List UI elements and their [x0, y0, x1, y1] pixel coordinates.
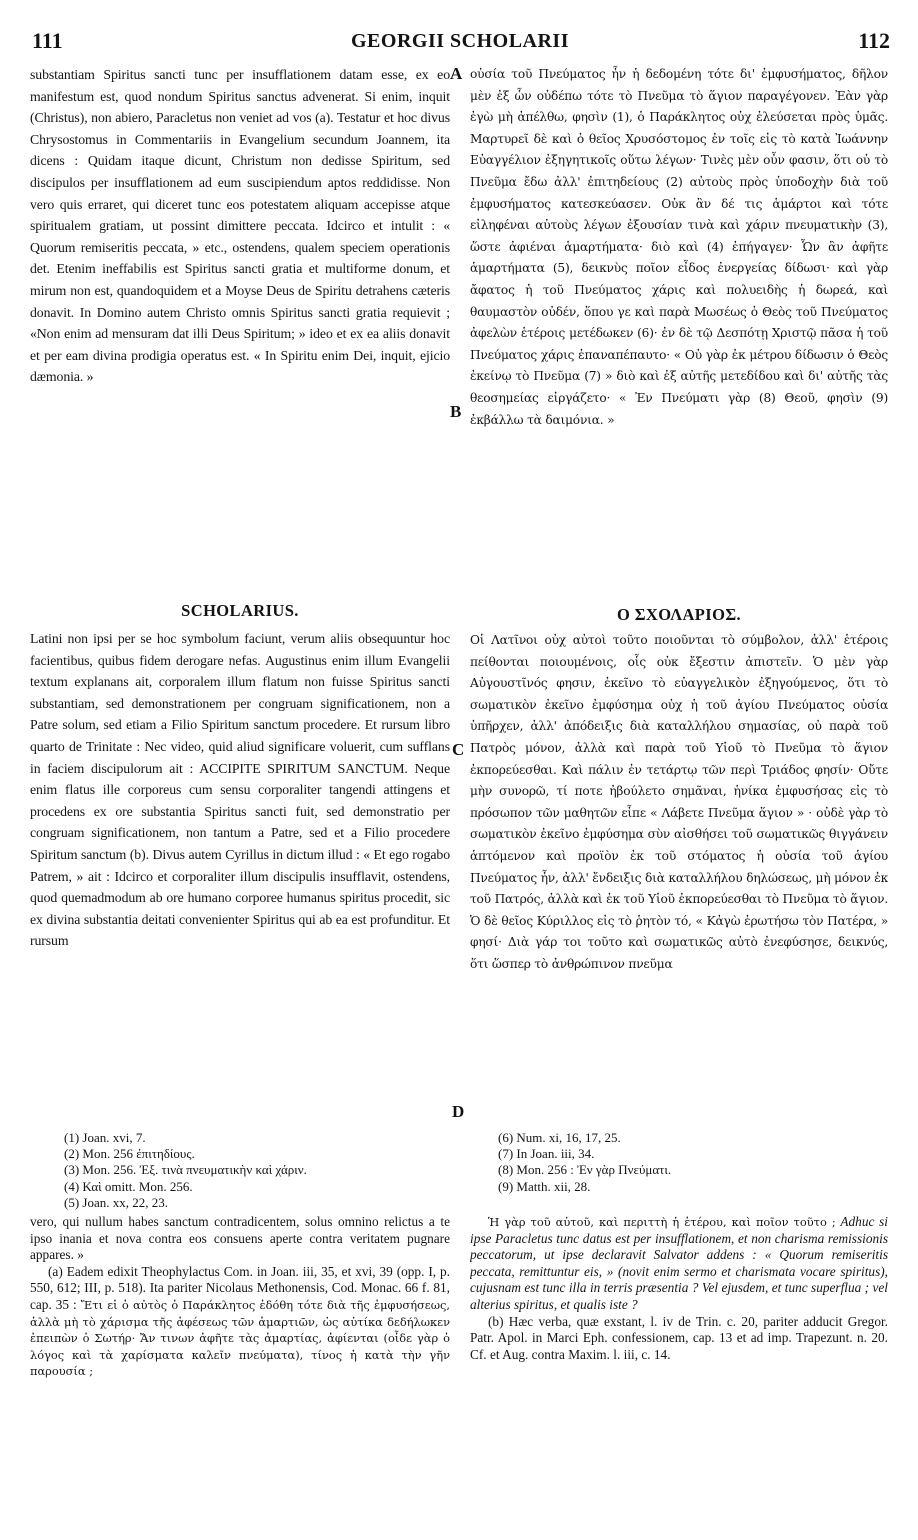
footnote-9: (9) Matth. xii, 28. — [498, 1178, 591, 1194]
notes-left — [30, 1214, 450, 1514]
greek-column-bottom — [470, 630, 888, 1126]
footnote-6: (6) Num. xi, 16, 17, 25. — [498, 1130, 621, 1145]
greek-column-top — [470, 64, 888, 612]
latin-column-bottom — [30, 628, 450, 1126]
page-number-left: 111 — [32, 28, 63, 53]
footnote-5: (5) Joan. xx, 22, 23. — [64, 1194, 168, 1210]
note-a-greek: Ἔτι εἰ ὁ αὐτὸς ὁ Παράκλητος ἐδόθη τότε διὰ τῆς ἐμφυσήσεως, ἀλλὰ μὴ τὸ χάρισμα τῆς ἀφέσεως τῶν ἁμαρτιῶν, ὡς αὐτίκα δεδήλωκεν ἐπειπὼν ὁ Σωτήρ· Ἄν τινων ἀφῆτε τὰς ἁμαρτίας, ἀφίενται (οἶδε γὰρ ὁ λόγος καὶ τὰ χαρίσματα καλεῖν πνεύματα), τίνος ἡ κατὰ τὴν γῆν παρουσία ; — [30, 1297, 450, 1379]
note-continuation: vero, qui nullum habes sanctum contradicentem, solus omnino relictus a te ipso inania et nova contra eos consuens aperte contra veritatem pugnare appares. » — [30, 1214, 450, 1263]
footnotes-right — [498, 1130, 671, 1195]
notes-right — [470, 1214, 888, 1444]
page-number-right: 112 — [858, 28, 890, 53]
note-greek-continuation: Ἡ γὰρ τοῦ αὐτοῦ, καὶ περιττὴ ἡ ἑτέρου, καὶ ποῖον τοῦτο ; — [488, 1215, 836, 1229]
page-header — [30, 28, 890, 58]
footnote-8: (8) Mon. 256 : Ἐν γὰρ Πνεύματι. — [498, 1162, 672, 1178]
note-latin-translation: Adhuc si ipse Paracletus tunc datus est per insufflationem, et non charisma remissionis peccatorum, ut ipse declaravit Salvator addens : « Quorum remiseritis peccata, remittuntur eis, » (novit enim sermo et charismata vocare spiritus), cujusnam est tunc illa in terris præsentia ? Vel ejusdem, et tunc superflua ; vel alterius spiritus, et qualis iste ? — [470, 1214, 888, 1312]
footnote-7: (7) In Joan. iii, 34. — [498, 1146, 595, 1162]
footnote-3: (3) Mon. 256. Ἐξ. τινὰ πνευματικὴν καὶ χάριν. — [64, 1162, 307, 1178]
greek-text-top: οὐσία τοῦ Πνεύματος ἦν ἡ δεδομένη τότε δι' ἐμφυσήματος, δῆλον μὲν ἐξ ὧν οὐδέπω τότε τὸ Πνεῦμα τὸ ἅγιον παραγέγονεν. Ἐὰν γὰρ ἐγὼ μὴ ἀπέλθω, φησὶν (1), ὁ Παράκλητος οὐχ ἐλεύσεται πρὸς ὑμᾶς. Μαρτυρεῖ δὲ καὶ ὁ θεῖος Χρυσόστομος ἐν τοῖς εἰς τὸ κατὰ Ἰωάννην Εὐαγγέλιον ἐξηγητικοῖς οὕτω λέγων· Τινὲς μὲν οὖν φασιν, ὅτι οὐ τὸ Πνεῦμα ἔδω ἀλλ' ἐπιτηδείους (2) αὐτοὺς πρὸς ὑποδοχὴν διὰ τοῦ ἐμφυσήματος κατεσκεύασεν. Οὐκ ἂν δέ τις ἁμάρτοι καὶ τότε εἰληφέναι αὐτοὺς λέγων ἐξουσίαν τινὰ καὶ χάριν πνευματικὴν (3), ὥστε ἀφιέναι ἁμαρτήματα· διὸ καὶ (4) ἐπήγαγεν· Ὧν ἂν ἀφῆτε ἁμαρτήματα (5), δεικνὺς ποῖον εἶδος ἐνεργείας δίδωσι· καὶ γὰρ ἄφατος ἡ τοῦ Πνεύματος χάρις καὶ πολυειδὴς ἡ δωρεά, καὶ θαυμαστὸν οὐδέν, ὅπου γε καὶ παρὰ Μωσέως ὁ Θεὸς τοῦ Πνεύματος ἀφελὼν ἑτέροις μετέδωκεν (6)· ἐν δὲ τῷ Δεσπότῃ Χριστῷ πᾶσα ἡ τοῦ Πνεύματος χάρις ἐπαναπέπαυτο· « Οὐ γὰρ ἐκ μέτρου δίδωσιν ὁ Θεὸς ἐκείνῳ τὸ Πνεῦμα (7) » διὸ καὶ ἐξ αὐτῆς μετεδίδου καὶ δι' αὐτῆς τὰς θεοσημείας εἰργάζετο· « Ἐν Πνεύματι γὰρ (8) Θεοῦ, φησὶν (9) ἐκβάλλω τὰ δαιμόνια. » — [470, 67, 888, 427]
footnote-1: (1) Joan. xvi, 7. — [64, 1130, 146, 1145]
note-a: (a) Eadem edixit Theophylactus Com. in Joan. iii, 35, et xvi, 39 (opp. I, p. 550, 612; III, p. 518). Ita pariter Nicolaus Methonensis, Cod. Monac. 66 f. 81, cap. 35 : — [30, 1263, 450, 1312]
latin-text-top: substantiam Spiritus sancti tunc per insufflationem datam esse, ex eo manifestum est, quod nondum Spiritus sanctus advenerat. Si enim, inquit (Christus), non abiero, Paracletus non veniet ad vos (a). Testatur et hoc divus Chrysostomus in Commentariis in Evangelium secundum Joannem, ita dicens : Quidam itaque dicunt, Christum non dedisse Spiritum, sed discipulos per insufflationem ad eum suscipiendum aptos reddidisse. Non vero quis erraret, qui diceret tunc eos potestatem aliquam accepisse atque spiritualem gratiam, ut possint dimittere peccata. Idcirco et intulit : « Quorum remiseritis peccata, » etc., ostendens, qualem speciem operationis det. Etenim ineffabilis est Spiritus sancti gratia et multiforme donum, et mirum non est, quandoquidem et a Moyse Deus de Spiritu detrahens cæteris donavit. In Domino autem Christo omnis Spiritus sancti gratia requievit ; «Non enim ad mensuram dat illi Deus Spiritum; » ideo et ex ea aliis donavit et per eam divina prodigia operatus est. « In Spiritu enim Dei, inquit, ejicio dæmonia. » — [30, 67, 450, 385]
margin-marker-b: B — [450, 402, 462, 421]
latin-text-bottom: Latini non ipsi per se hoc symbolum faciunt, verum aliis obsequuntur hoc facientibus, quibus fidem derogare nefas. Augustinus enim illum Evangelii textum explanans ait, corporalem illum flatum non fuisse Spiritus sancti substantiam, sed demonstrationem per congruam significationem, non a Patre solum, sed etiam a Filio Spiritum sanctum procedere. Et rursum libro quarto de Trinitate : Nec video, quid aliud significare voluerit, cum sufflans in faciem discipulorum ait : ACCIPITE SPIRITUM SANCTUM. Neque enim flatus ille corporeus cum sensu corporaliter tangendi attingens et procedens ex ore substantia Spiritus sancti fuit, sed demonstratio per congruam significationem, non tantum a Patre, sed et a Filio procedere Spiritum sanctum (b). Divus autem Cyrillus in dictum illud : « Et ego rogabo Patrem, » ait : Idcirco et corporaliter illum discipulis insufflavit, ostendens, quod quemadmodum ab ore humano corporee humanus spiritus procedit, sic ex divina substantia deitati convenienter Spiritus qui ab ea est profunditur. Et rursum — [30, 631, 450, 949]
note-b: (b) Hæc verba, quæ exstant, l. iv de Trin. c. 20, pariter adducit Gregor. Patr. Apol. in Marci Eph. confessionem, cap. 13 et ad imp. Trapezunt. n. 20. Cf. et Aug. contra Maxim. l. iii, c. 14. — [470, 1313, 888, 1362]
section-title-greek: Ο ΣΧΟΛΑΡΙΟΣ. — [616, 605, 742, 624]
latin-column-top — [30, 64, 450, 578]
greek-text-bottom: Οἱ Λατῖνοι οὐχ αὐτοὶ τοῦτο ποιοῦνται τὸ σύμβολον, ἀλλ' ἑτέροις πείθονται ποιουμένοις, οἷς οὐκ ἔξεστιν ἀπιστεῖν. Ὁ μὲν γὰρ Αὐγουστῖνός φησιν, ἐκεῖνο τὸ εὐαγγελικὸν ἐξηγούμενος, ὅτι τὸ σωματικὸν ἐκεῖνο ἐμφύσημα οὐχ ἡ τοῦ ἁγίου Πνεύματος οὐσία ὑπῆρχεν, ἀλλ' ἀπόδειξις διὰ καταλλήλου σημασίας, οὐ παρὰ τοῦ Πατρὸς μόνον, ἀλλὰ καὶ παρὰ τοῦ Υἱοῦ τὸ Πνεῦμα τὸ ἅγιον ἐκπορεύεσθαι. Καὶ πάλιν ἐν τετάρτῳ τῶν περὶ Τριάδος φησίν· Οὔτε μὴν συνορῶ, τί ποτε ἠβούλετο σημᾶναι, ἡνίκα ἐμφυσήσας εἰς τὸ πρόσωπον τῶν μαθητῶν εἶπε « Λάβετε Πνεῦμα ἅγιον » · οὐδὲ γὰρ τὸ σωματικὸν ἐκεῖνο ἐμφύσημα σὺν αἰσθήσει τοῦ σωματικῶς θιγγάνειν ἁπτόμενον καὶ προϊὸν ἐκ τοῦ στόματος ἡ οὐσία τοῦ ἁγίου Πνεύματος ἦν, ἀλλ' ἔνδειξις διὰ καταλλήλου δηλώσεως, μὴ μόνον ἐκ τοῦ Πατρός, ἀλλὰ καὶ ἐκ τοῦ Υἱοῦ ἐκπορεύεσθαι τὸ Πνεῦμα τὸ ἅγιον. Ὁ δὲ θεῖος Κύριλλος εἰς τὸ ῥητὸν τό, « Κἀγὼ ἐρωτήσω τὸν Πατέρα, » φησί· Διὰ γάρ τοι τοῦτο καὶ σωματικῶς αὐτὸ ἐνεφύσησε, δεικνύς, ὅτι ὥσπερ τὸ ἀνθρώπινον πνεῦμα — [470, 633, 888, 971]
footnotes-left — [64, 1130, 307, 1211]
footnote-4: (4) Καὶ omitt. Mon. 256. — [64, 1178, 193, 1194]
footnote-2: (2) Mon. 256 ἐπιτηδίους. — [64, 1146, 195, 1162]
running-title: GEORGII SCHOLARII — [351, 30, 569, 52]
section-title-latin: SCHOLARIUS. — [181, 601, 299, 620]
margin-marker-a: A — [450, 64, 463, 83]
margin-marker-d: D — [452, 1102, 465, 1121]
margin-marker-c: C — [452, 740, 465, 759]
